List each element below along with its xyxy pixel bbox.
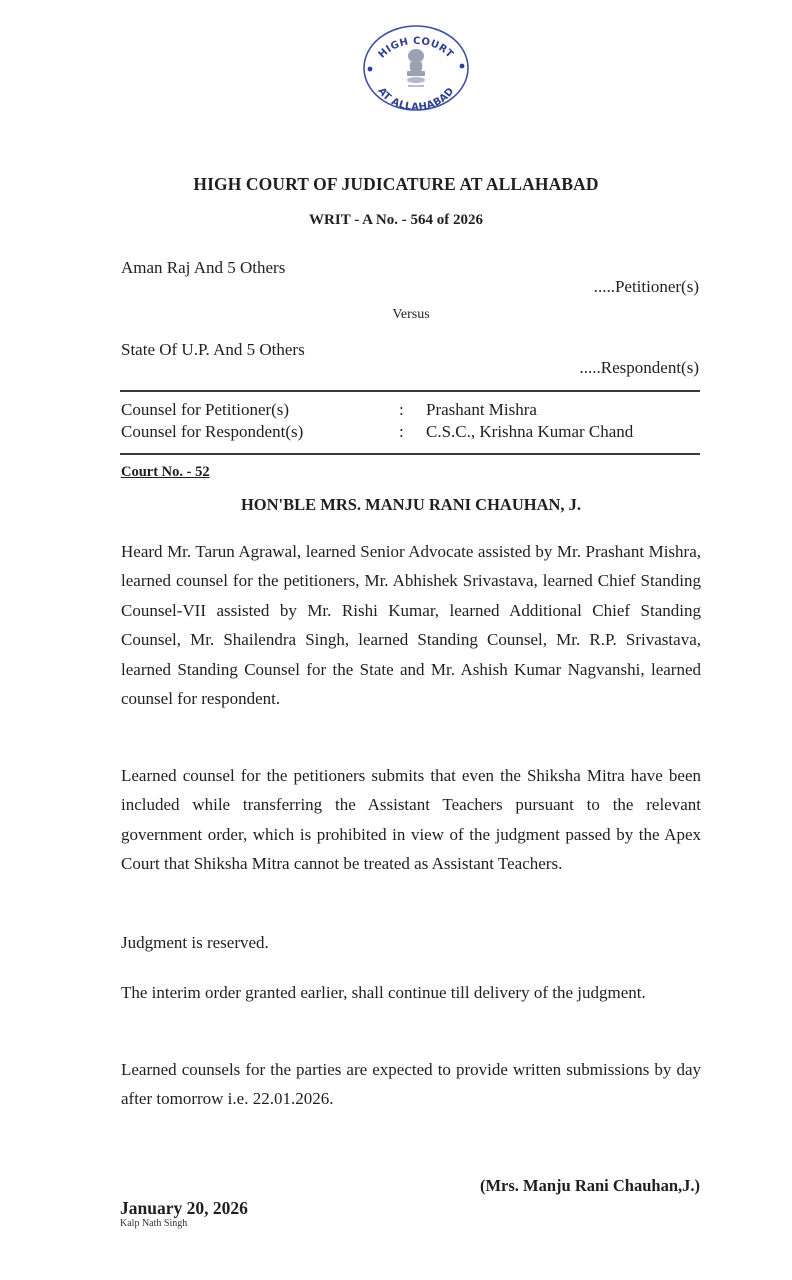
respondent-name: State Of U.P. And 5 Others <box>121 340 305 359</box>
court-title: HIGH COURT OF JUDICATURE AT ALLAHABAD <box>193 174 599 194</box>
divider-bottom <box>120 453 700 455</box>
judge-signature: (Mrs. Manju Rani Chauhan,J.) <box>479 1176 700 1195</box>
paragraph-judgment-reserved: Judgment is reserved. <box>121 933 269 952</box>
case-number: WRIT - A No. - 564 of 2026 <box>309 212 483 228</box>
paragraph-hearing: Heard Mr. Tarun Agrawal, learned Senior Advocate assisted by Mr. Prashant Mishra, learned counsel for the petitioners, Mr. Abhishek Srivastava, learned Chief Standing Counsel-VII assisted by Mr. Rishi Kumar, learned Additional Chief Standing Counsel, Mr. Shailendra Singh, learned Standing Counsel, Mr. R.P. Srivastava, learned Standing Counsel for the State and Mr. Ashish Kumar Nagvanshi, learned counsel for respondent. <box>121 542 701 709</box>
petitioner-role: .....Petitioner(s) <box>593 277 699 296</box>
respondent-role: .....Respondent(s) <box>579 358 699 377</box>
counsel-label: Counsel for Petitioner(s) <box>121 400 290 419</box>
counsel-value: Prashant Mishra <box>426 400 537 419</box>
seal-bottom-text: AT ALLAHABAD <box>375 85 457 114</box>
divider-top <box>120 390 700 392</box>
court-number: Court No. - 52 <box>121 464 210 480</box>
paragraph-submission: Learned counsel for the petitioners submits that even the Shiksha Mitra have been included while transferring the Assistant Teachers pursuant to the relevant government order, which is prohibited in view of the judgment passed by the Apex Court that Shiksha Mitra cannot be treated as Assistant Teachers. <box>121 766 701 874</box>
paragraph-written-submissions: Learned counsels for the parties are expected to provide written submissions by day after tomorrow i.e. 22.01.2026. <box>121 1060 701 1109</box>
counsel-separator: : <box>399 422 404 441</box>
order-date: January 20, 2026 <box>120 1198 248 1218</box>
paragraph-interim-order: The interim order granted earlier, shall continue till delivery of the judgment. <box>121 983 646 1002</box>
counsel-label: Counsel for Respondent(s) <box>121 422 304 441</box>
counsel-separator: : <box>399 400 404 419</box>
emblem-icon <box>407 49 425 87</box>
seal-top-text: HIGH COURT <box>376 35 456 61</box>
bench-judge: HON'BLE MRS. MANJU RANI CHAUHAN, J. <box>240 495 582 514</box>
versus-label: Versus <box>392 307 430 322</box>
petitioner-name: Aman Raj And 5 Others <box>121 258 286 277</box>
counsel-value: C.S.C., Krishna Kumar Chand <box>426 422 634 441</box>
svg-text:AT ALLAHABAD <box>375 86 456 113</box>
high-court-seal <box>360 22 472 114</box>
clerk-name: Kalp Nath Singh <box>120 1218 188 1229</box>
